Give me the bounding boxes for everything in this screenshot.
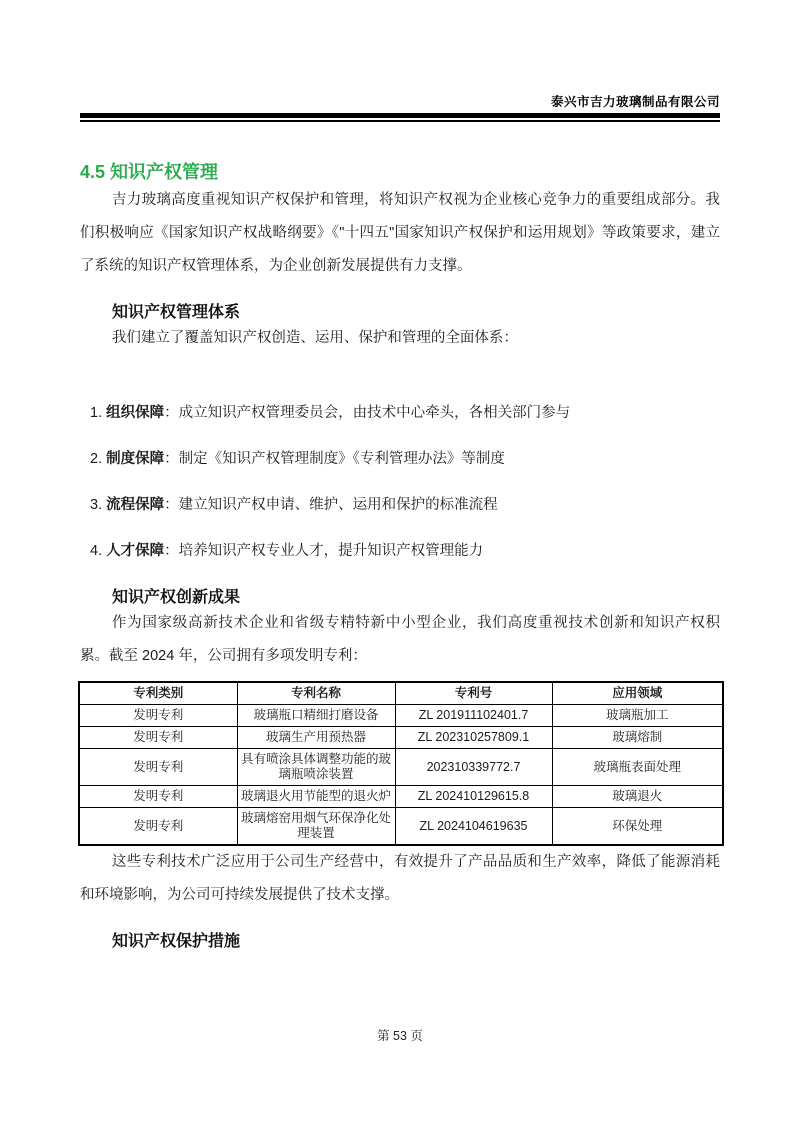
list-number: 4. bbox=[90, 543, 103, 559]
table-row bbox=[79, 749, 723, 786]
cell-patent-number: ZL 2024104619635 bbox=[395, 808, 552, 846]
company-name: 泰兴市吉力玻璃制品有限公司 bbox=[550, 95, 720, 109]
cell-patent-type: 发明专利 bbox=[79, 705, 237, 727]
intro-paragraph: 吉力玻璃高度重视知识产权保护和管理，将知识产权视为企业核心竞争力的重要组成部分。我们积极响应《国家知识产权战略纲要》《"十四五"国家知识产权保护和运用规划》等政策要求，建立了系统的知识产权管理体系，为企业创新发展提供有力支撑。 bbox=[80, 192, 720, 274]
subheading-protection: 知识产权保护措施 bbox=[112, 933, 241, 950]
safeguard-list bbox=[90, 397, 720, 568]
table-row bbox=[79, 727, 723, 749]
cell-patent-type: 发明专利 bbox=[79, 786, 237, 808]
section-title: 4.5 知识产权管理 bbox=[80, 162, 219, 182]
cell-patent-name: 具有喷涂具体调整功能的玻璃瓶喷涂装置 bbox=[237, 749, 395, 786]
page-footer bbox=[0, 1026, 800, 1044]
list-text: 成立知识产权管理委员会，由技术中心牵头，各相关部门参与 bbox=[178, 405, 571, 421]
innovation-lead-paragraph: 作为国家级高新技术企业和省级专精特新中小型企业，我们高度重视技术创新和知识产权积累。截至 2024 年，公司拥有多项发明专利： bbox=[80, 615, 720, 664]
cell-patent-name: 玻璃退火用节能型的退火炉 bbox=[237, 786, 395, 808]
cell-application-field: 玻璃退火 bbox=[552, 786, 723, 808]
table-row bbox=[79, 786, 723, 808]
table-header-patent-type: 专利类别 bbox=[79, 682, 237, 705]
page-header bbox=[80, 0, 720, 122]
list-number: 2. bbox=[90, 451, 103, 467]
summary-paragraph: 这些专利技术广泛应用于公司生产经营中，有效提升了产品品质和生产效率，降低了能源消耗和环境影响，为公司可持续发展提供了技术支撑。 bbox=[80, 854, 720, 903]
cell-patent-number: 202310339772.7 bbox=[395, 749, 552, 786]
list-item bbox=[90, 489, 720, 522]
header-rule-thick bbox=[80, 113, 720, 118]
cell-application-field: 玻璃瓶加工 bbox=[552, 705, 723, 727]
cell-application-field: 环保处理 bbox=[552, 808, 723, 846]
list-text: 建立知识产权申请、维护、运用和保护的标准流程 bbox=[178, 497, 498, 513]
table-header-row bbox=[79, 682, 723, 705]
header-rule-thin bbox=[80, 120, 720, 122]
patent-table bbox=[78, 681, 724, 846]
cell-patent-type: 发明专利 bbox=[79, 727, 237, 749]
cell-patent-number: ZL 201911102401.7 bbox=[395, 705, 552, 727]
list-colon: ： bbox=[164, 451, 179, 467]
list-number: 3. bbox=[90, 497, 103, 513]
page-number: 第 53 页 bbox=[377, 1029, 423, 1043]
cell-patent-number: ZL 202310257809.1 bbox=[395, 727, 552, 749]
cell-patent-type: 发明专利 bbox=[79, 808, 237, 846]
list-label: 人才保障 bbox=[106, 543, 165, 559]
cell-patent-name: 玻璃瓶口精细打磨设备 bbox=[237, 705, 395, 727]
table-row bbox=[79, 705, 723, 727]
list-text: 制定《知识产权管理制度》《专利管理办法》等制度 bbox=[178, 451, 505, 467]
list-label: 组织保障 bbox=[106, 405, 165, 421]
list-item bbox=[90, 535, 720, 568]
table-row bbox=[79, 808, 723, 846]
list-item bbox=[90, 397, 720, 430]
subheading-innovation: 知识产权创新成果 bbox=[112, 589, 241, 606]
list-colon: ： bbox=[164, 543, 179, 559]
cell-patent-name: 玻璃熔窑用烟气环保净化处理装置 bbox=[237, 808, 395, 846]
system-lead-paragraph: 我们建立了覆盖知识产权创造、运用、保护和管理的全面体系： bbox=[111, 330, 518, 346]
table-header-patent-name: 专利名称 bbox=[237, 682, 395, 705]
cell-patent-number: ZL 202410129615.8 bbox=[395, 786, 552, 808]
cell-application-field: 玻璃熔制 bbox=[552, 727, 723, 749]
list-number: 1. bbox=[90, 405, 103, 421]
table-header-patent-number: 专利号 bbox=[395, 682, 552, 705]
subheading-management-system: 知识产权管理体系 bbox=[112, 304, 241, 321]
list-text: 培养知识产权专业人才，提升知识产权管理能力 bbox=[178, 543, 484, 559]
list-item bbox=[90, 443, 720, 476]
table-header-application-field: 应用领域 bbox=[552, 682, 723, 705]
list-colon: ： bbox=[164, 405, 179, 421]
list-colon: ： bbox=[164, 497, 179, 513]
cell-patent-type: 发明专利 bbox=[79, 749, 237, 786]
list-label: 制度保障 bbox=[106, 451, 165, 467]
cell-patent-name: 玻璃生产用预热器 bbox=[237, 727, 395, 749]
cell-application-field: 玻璃瓶表面处理 bbox=[552, 749, 723, 786]
list-label: 流程保障 bbox=[106, 497, 165, 513]
